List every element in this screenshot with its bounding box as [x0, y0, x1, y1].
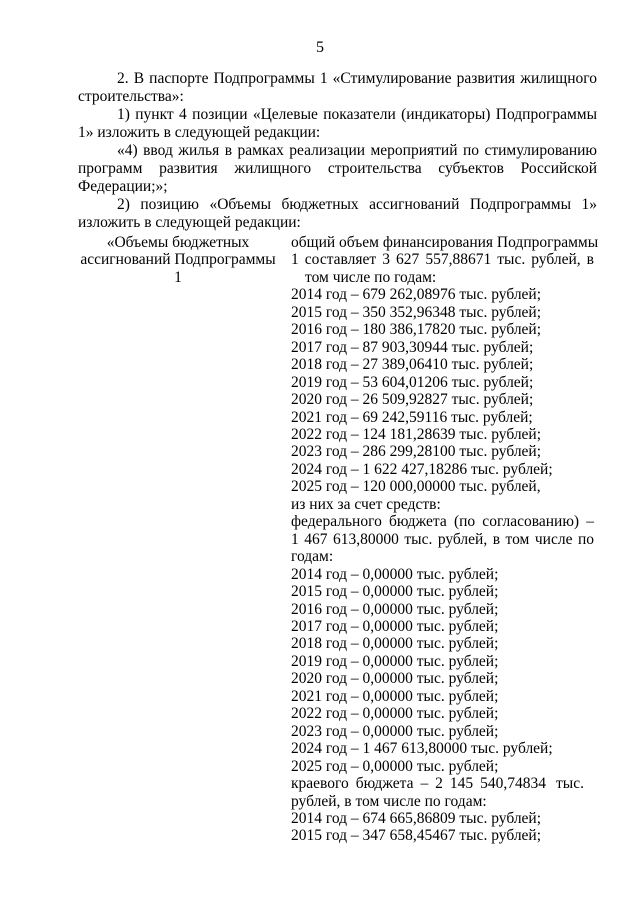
year-amount-line: 2020 год – 0,00000 тыс. рублей; — [291, 670, 499, 688]
regional-budget-line: рублей, в том числе по годам: — [291, 792, 487, 810]
federal-budget-line: 1 467 613,80000 тыс. рублей, в том числе по — [291, 530, 594, 548]
year-amount-line: 2014 год – 0,00000 тыс. рублей; — [291, 565, 499, 583]
paragraph: «4) ввод жилья в рамках реализации мероприятий по стимулированию программ развития жилищного строительства субъектов Российской Федерации;»; — [78, 142, 597, 195]
regional-budget-line — [291, 775, 594, 792]
federal-budget-line: годам: — [291, 548, 334, 566]
funding-total-line: общий объем финансирования Подпрограммы — [291, 234, 599, 251]
year-amount-line: 2015 год – 347 658,45467 тыс. рублей; — [291, 827, 542, 845]
year-amount-line: 2020 год – 26 509,92827 тыс. рублей; — [291, 391, 534, 409]
year-amount-line: 2018 год – 27 389,06410 тыс. рублей; — [291, 356, 534, 374]
year-amount-line: 2022 год – 124 181,28639 тыс. рублей; — [291, 425, 542, 443]
year-amount-line: 2025 год – 0,00000 тыс. рублей; — [291, 757, 499, 775]
year-amount-line: 2021 год – 0,00000 тыс. рублей; — [291, 687, 499, 705]
year-amount-line: 2014 год – 674 665,86809 тыс. рублей; — [291, 809, 542, 827]
year-amount-line: 2019 год – 0,00000 тыс. рублей; — [291, 652, 499, 670]
year-amount-line: 2024 год – 1 622 427,18286 тыс. рублей; — [291, 460, 553, 478]
year-amount-line: 2023 год – 0,00000 тыс. рублей; — [291, 722, 499, 740]
sources-label: из них за счет средств: — [291, 495, 441, 513]
year-amount-line: 2019 год – 53 604,01206 тыс. рублей; — [291, 373, 534, 391]
year-amount-line: 2014 год – 679 262,08976 тыс. рублей; — [291, 286, 542, 304]
year-amount-line: 2024 год – 1 467 613,80000 тыс. рублей; — [291, 740, 553, 758]
year-amount-line: 2021 год – 69 242,59116 тыс. рублей; — [291, 408, 533, 426]
year-amount-line: 2015 год – 0,00000 тыс. рублей; — [291, 583, 499, 601]
year-amount-line: 2016 год – 180 386,17820 тыс. рублей; — [291, 321, 542, 339]
paragraph: 1) пункт 4 позиции «Целевые показатели (индикаторы) Подпрограммы 1» изложить в следующей редакции: — [78, 106, 597, 141]
funding-total-line: том числе по годам: — [305, 268, 437, 286]
year-amount-line: 2022 год – 0,00000 тыс. рублей; — [291, 705, 499, 723]
paragraph: 2. В паспорте Подпрограммы 1 «Стимулирование развития жилищного строительства»: — [78, 70, 597, 105]
funding-total-line: 1 составляет 3 627 557,88671 тыс. рублей, в — [291, 251, 594, 269]
year-amount-line: 2016 год – 0,00000 тыс. рублей; — [291, 600, 499, 618]
document-body — [78, 70, 597, 232]
regional-budget-amount: краевого бюджета – 2 145 540,74834 — [291, 775, 546, 793]
regional-budget-unit: тыс. — [556, 775, 584, 793]
year-amount-line: 2025 год – 120 000,00000 тыс. рублей, — [291, 478, 541, 496]
year-amount-line: 2023 год – 286 299,28100 тыс. рублей; — [291, 443, 542, 461]
year-amount-line: 2018 год – 0,00000 тыс. рублей; — [291, 635, 499, 653]
page-number: 5 — [316, 39, 324, 56]
paragraph: 2) позицию «Объемы бюджетных ассигнований Подпрограммы 1» изложить в следующей редакции: — [78, 196, 597, 231]
year-amount-line: 2015 год – 350 352,96348 тыс. рублей; — [291, 303, 542, 321]
table-label-line: «Объемы бюджетных — [106, 234, 250, 251]
table-label-line: ассигнований Подпрограммы 1 — [80, 251, 276, 286]
table-value-cell — [291, 234, 599, 845]
table-label-cell — [78, 234, 278, 286]
year-amount-line: 2017 год – 0,00000 тыс. рублей; — [291, 617, 499, 635]
federal-budget-line: федерального бюджета (по согласованию) – — [291, 513, 594, 531]
year-amount-line: 2017 год – 87 903,30944 тыс. рублей; — [291, 338, 534, 356]
